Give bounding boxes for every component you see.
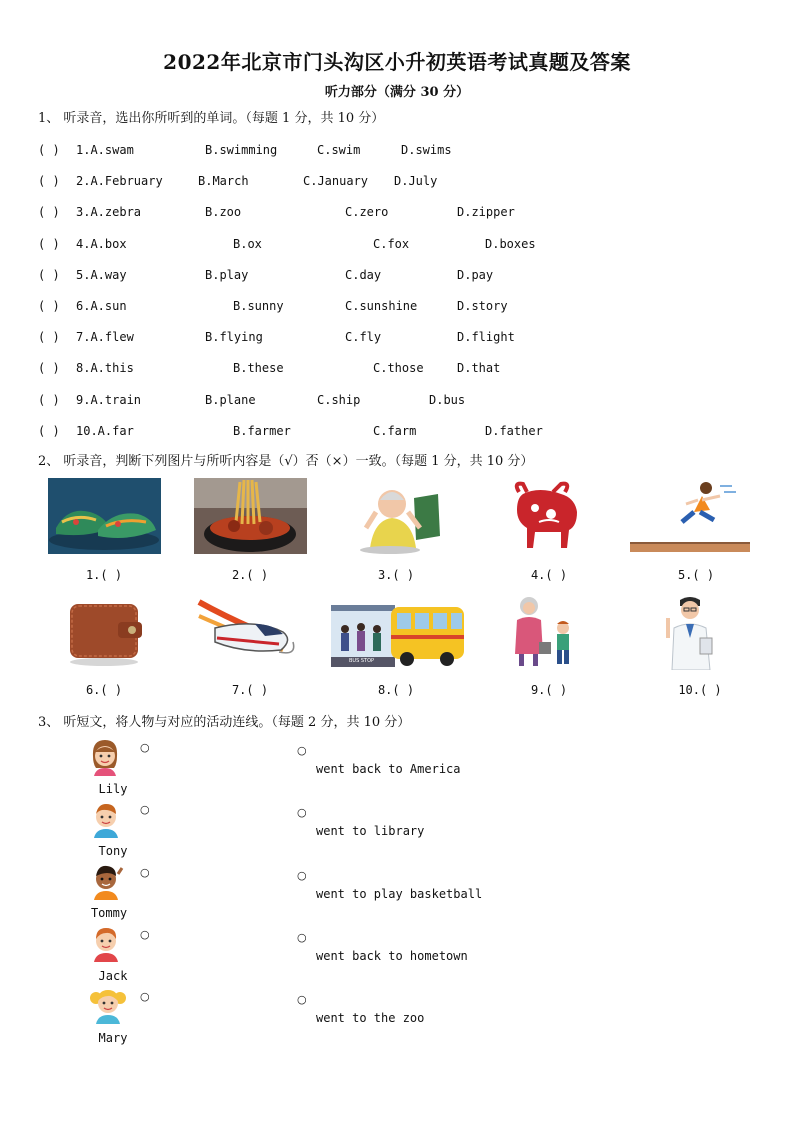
option-d: D.boxes: [485, 237, 536, 251]
person-name-jack: Jack: [98, 969, 128, 983]
answer-bracket: ( ): [38, 299, 60, 313]
page-title: 2022年北京市门头沟区小升初英语考试真题及答案: [163, 50, 631, 74]
activity-3: went to play basketball: [316, 887, 483, 901]
option-a: 3.A.zebra: [76, 205, 142, 219]
ox-papercut-picture: [505, 478, 585, 554]
picture-label-3: 3.( ): [377, 568, 415, 582]
connect-dot-right[interactable]: ○: [297, 806, 307, 819]
option-c: C.day: [345, 268, 382, 282]
option-d: D.father: [485, 424, 543, 438]
option-c: C.swim: [317, 143, 361, 157]
option-d: D.swims: [401, 143, 452, 157]
option-c: C.sunshine: [345, 299, 418, 313]
option-c: C.zero: [345, 205, 389, 219]
option-d: D.bus: [429, 393, 466, 407]
option-d: D.zipper: [457, 205, 515, 219]
answer-bracket: ( ): [38, 143, 60, 157]
picture-label-1: 1.( ): [85, 568, 123, 582]
answer-bracket: ( ): [38, 361, 60, 375]
picture-label-8: 8.( ): [377, 683, 415, 697]
answer-bracket: ( ): [38, 205, 60, 219]
option-d: D.flight: [457, 330, 515, 344]
bus-stop-picture: [331, 601, 464, 669]
connect-dot-left[interactable]: ○: [140, 741, 150, 754]
answer-bracket: ( ): [38, 237, 60, 251]
option-b: B.play: [205, 268, 249, 282]
picture-label-7: 7.( ): [231, 683, 269, 697]
activity-1: went back to America: [316, 762, 461, 776]
answer-bracket: ( ): [38, 174, 60, 188]
lily-avatar: [88, 738, 122, 776]
grandma-and-boy-picture: [509, 594, 579, 670]
option-c: C.ship: [317, 393, 361, 407]
picture-label-6: 6.( ): [85, 683, 123, 697]
option-c: C.fox: [373, 237, 410, 251]
person-name-lily: Lily: [98, 782, 128, 796]
person-name-tony: Tony: [98, 844, 128, 858]
option-b: B.farmer: [233, 424, 291, 438]
connect-dot-right[interactable]: ○: [297, 869, 307, 882]
option-d: D.July: [394, 174, 438, 188]
option-b: B.plane: [205, 393, 256, 407]
connect-dot-left[interactable]: ○: [140, 990, 150, 1003]
connect-dot-right[interactable]: ○: [297, 931, 307, 944]
option-b: B.sunny: [233, 299, 284, 313]
tony-avatar: [90, 800, 122, 838]
option-d: D.that: [457, 361, 501, 375]
option-c: C.farm: [373, 424, 417, 438]
section2-heading: 2、 听录音，判断下列图片与所听内容是（√）否（×）一致。（每题 1 分，共 10 分）: [38, 454, 534, 469]
mary-avatar: [88, 986, 128, 1024]
option-a: 2.A.February: [76, 174, 163, 188]
option-b: B.ox: [233, 237, 262, 251]
picture-label-10: 10.( ): [678, 683, 722, 697]
option-a: 10.A.far: [76, 424, 134, 438]
option-a: 9.A.train: [76, 393, 142, 407]
headache-man-picture: [340, 478, 453, 554]
answer-bracket: ( ): [38, 268, 60, 282]
bus-stop-sign: BUS STOP: [349, 658, 375, 664]
option-a: 1.A.swam: [76, 143, 134, 157]
option-a: 6.A.sun: [76, 299, 127, 313]
activity-4: went back to hometown: [316, 949, 468, 963]
connect-dot-right[interactable]: ○: [297, 744, 307, 757]
picture-label-2: 2.( ): [231, 568, 269, 582]
long-jump-picture: [628, 478, 752, 554]
option-a: 4.A.box: [76, 237, 127, 251]
option-d: D.pay: [457, 268, 494, 282]
picture-label-9: 9.( ): [530, 683, 568, 697]
option-c: C.fly: [345, 330, 382, 344]
answer-bracket: ( ): [38, 393, 60, 407]
doctor-picture: [660, 594, 720, 670]
person-name-tommy: Tommy: [90, 906, 128, 920]
picture-label-5: 5.( ): [677, 568, 715, 582]
picture-label-4: 4.( ): [530, 568, 568, 582]
connect-dot-left[interactable]: ○: [140, 803, 150, 816]
wallet-picture: [64, 598, 144, 668]
section1-heading: 1、 听录音，选出你所听到的单词。（每题 1 分，共 10 分）: [38, 111, 385, 126]
bullet-train-picture: [195, 592, 301, 668]
option-a: 7.A.flew: [76, 330, 134, 344]
option-b: B.these: [233, 361, 284, 375]
person-name-mary: Mary: [98, 1031, 128, 1045]
connect-dot-left[interactable]: ○: [140, 866, 150, 879]
answer-bracket: ( ): [38, 330, 60, 344]
shoes-picture: [48, 478, 161, 554]
option-b: B.March: [198, 174, 249, 188]
activity-2: went to library: [316, 824, 425, 838]
option-a: 8.A.this: [76, 361, 134, 375]
noodles-picture: [194, 478, 307, 554]
page-subtitle: 听力部分（满分 30 分）: [324, 85, 470, 100]
jack-avatar: [90, 924, 122, 962]
connect-dot-left[interactable]: ○: [140, 928, 150, 941]
connect-dot-right[interactable]: ○: [297, 993, 307, 1006]
option-a: 5.A.way: [76, 268, 127, 282]
option-d: D.story: [457, 299, 508, 313]
activity-5: went to the zoo: [316, 1011, 425, 1025]
answer-bracket: ( ): [38, 424, 60, 438]
tommy-avatar: [90, 862, 124, 900]
option-c: C.January: [303, 174, 369, 188]
option-b: B.swimming: [205, 143, 278, 157]
option-b: B.zoo: [205, 205, 242, 219]
section3-heading: 3、 听短文，将人物与对应的活动连线。（每题 2 分，共 10 分）: [38, 715, 411, 730]
option-b: B.flying: [205, 330, 263, 344]
option-c: C.those: [373, 361, 424, 375]
